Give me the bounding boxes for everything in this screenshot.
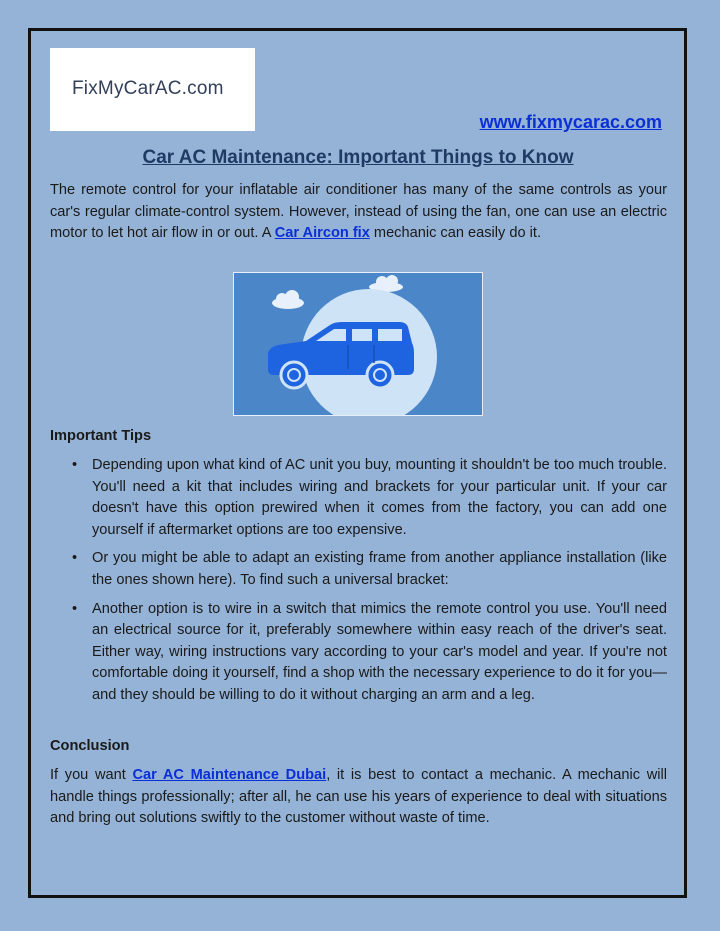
bullet-icon: • [72,457,78,473]
intro-text-start: The remote control for your inflatable air conditioner has many of the same controls as your car's regular climate-control system. However, instead of using the fan, one can use an electric motor to let hot air flow in or out. A [50,182,667,242]
list-item [50,548,667,591]
car-aircon-fix-link[interactable]: Car Aircon fix [274,225,370,242]
car-ac-maintenance-dubai-link[interactable]: Car AC Maintenance Dubai [132,767,327,783]
list-item [50,599,667,707]
conclusion-text-end: , it is best to contact a mechanic. A mechanic will handle things professionally; after all, he can use his years of experience to deal with situations and bring out solutions swiftly to the customer without waste of time. [50,767,667,827]
list-item-text: Another option is to wire in a switch that mimics the remote control you use. You'll need an electrical source for it, preferably somewhere within easy reach of the driver's seat. Either way, wiring instructions vary according to your car's model and year. If you're not comfortable doing it yourself, find a shop with the necessary experience to do it for you—and they should be willing to do it without charging an arm and a leg. [92,600,667,703]
tips-heading: Important Tips [50,428,152,444]
logo-text: FixMyCarAC.com [72,78,224,99]
conclusion-paragraph [50,765,667,830]
car-illustration [233,272,483,416]
page-title: Car AC Maintenance: Important Things to Know [142,147,574,168]
site-link[interactable]: www.fixmycarac.com [479,112,662,132]
bullet-icon: • [72,600,78,617]
intro-paragraph [50,180,667,245]
list-item-text: Or you might be able to adapt an existing frame from another appliance installation (like the ones shown here). To find such a universal bracket: [92,550,667,588]
logo[interactable] [50,48,255,131]
conclusion-text-start: If you want [50,767,133,783]
cloud-icon [272,290,304,309]
conclusion-heading: Conclusion [50,738,130,754]
list-item [50,455,667,541]
list-item-text: Depending upon what kind of AC unit you buy, mounting it shouldn't be too much trouble. You'll need a kit that includes wiring and brackets for your particular unit. If your car doesn't have this option prewired when it comes from the factory, you can add one yourself if aftermarket options are too expensive. [92,457,667,538]
intro-text-end: mechanic can easily do it. [369,225,542,242]
car-illustration-icon [234,273,482,415]
tips-list [50,455,667,714]
bullet-icon: • [72,550,78,567]
